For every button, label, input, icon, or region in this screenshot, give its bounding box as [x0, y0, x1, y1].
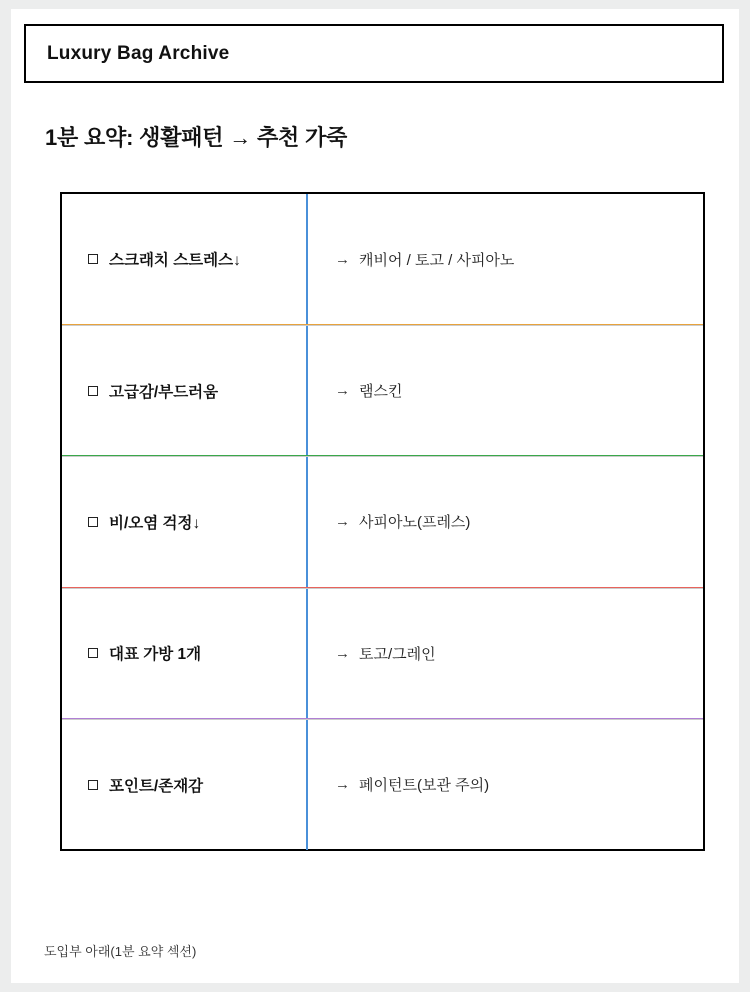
table-cell-recommendation — [308, 326, 703, 455]
checkbox-icon[interactable] — [88, 780, 98, 790]
table-row — [62, 194, 703, 325]
footnote: 도입부 아래(1분 요약 섹션) — [44, 944, 197, 959]
checkbox-icon[interactable] — [88, 386, 98, 396]
recommendation-label: 램스킨 — [359, 383, 403, 401]
condition-label: 비/오염 걱정↓ — [109, 514, 201, 532]
condition-label: 포인트/존재감 — [109, 777, 204, 795]
table-row — [62, 719, 703, 850]
page-title: Luxury Bag Archive — [47, 42, 230, 64]
table-row — [62, 325, 703, 456]
table-cell-condition — [62, 326, 308, 455]
recommendation-label: 사피아노(프레스) — [359, 514, 471, 532]
recommendation-label: 페이턴트(보관 주의) — [359, 777, 490, 795]
table-cell-recommendation — [308, 194, 703, 324]
table-row — [62, 588, 703, 719]
table-cell-condition — [62, 720, 308, 850]
document-page — [11, 9, 739, 983]
arrow-right-icon: → — [335, 644, 350, 662]
table-cell-condition — [62, 194, 308, 324]
checkbox-icon[interactable] — [88, 254, 98, 264]
checkbox-icon[interactable] — [88, 648, 98, 658]
arrow-right-icon: → — [335, 776, 350, 794]
table-cell-recommendation — [308, 457, 703, 586]
condition-label: 스크래치 스트레스↓ — [109, 252, 241, 270]
section-title: 1분 요약: 생활패턴 → 추천 가죽 — [45, 125, 348, 150]
table-cell-recommendation — [308, 720, 703, 850]
summary-table — [60, 192, 705, 851]
header-bar — [24, 24, 724, 83]
recommendation-label: 캐비어 / 토고 / 사피아노 — [359, 251, 515, 269]
recommendation-label: 토고/그레인 — [359, 645, 436, 663]
table-cell-recommendation — [308, 589, 703, 718]
checkbox-icon[interactable] — [88, 517, 98, 527]
table-row — [62, 456, 703, 587]
arrow-right-icon: → — [335, 250, 350, 268]
table-cell-condition — [62, 457, 308, 586]
arrow-right-icon: → — [335, 513, 350, 531]
arrow-right-icon: → — [335, 382, 350, 400]
condition-label: 고급감/부드러움 — [109, 383, 219, 401]
table-cell-condition — [62, 589, 308, 718]
condition-label: 대표 가방 1개 — [109, 646, 202, 664]
